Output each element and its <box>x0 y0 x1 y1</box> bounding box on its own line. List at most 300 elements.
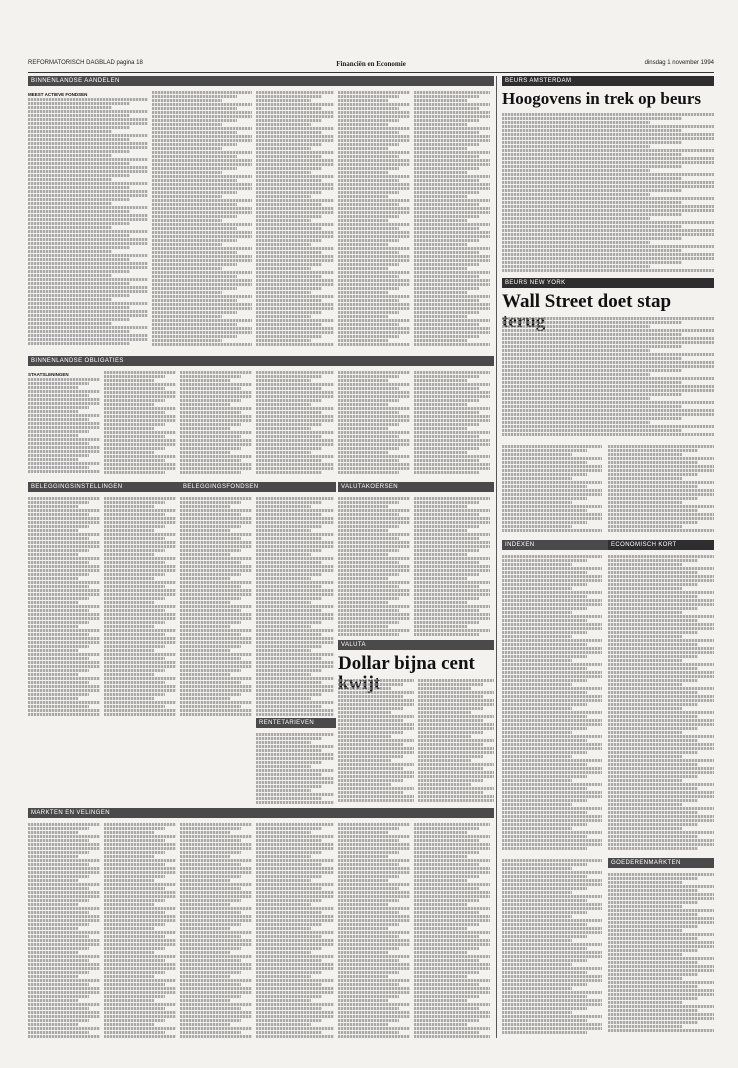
text-line-texture <box>338 707 403 710</box>
text-line-texture <box>28 170 148 173</box>
text-line-texture <box>28 545 100 548</box>
text-line-texture <box>338 899 399 902</box>
text-line-texture <box>28 150 130 153</box>
amsterdamse-koersen-table <box>502 444 602 534</box>
text-line-texture <box>414 143 479 146</box>
text-line-texture <box>180 455 252 458</box>
text-line-texture <box>502 181 714 184</box>
text-line-texture <box>256 537 322 540</box>
text-line-texture <box>256 733 334 736</box>
text-line-texture <box>152 103 252 106</box>
text-line-texture <box>180 609 241 612</box>
text-line-texture <box>180 839 241 842</box>
text-line-texture <box>608 671 714 674</box>
text-line-texture <box>338 573 399 576</box>
text-line-texture <box>104 923 165 926</box>
text-line-texture <box>502 365 714 368</box>
text-line-texture <box>28 601 78 604</box>
text-line-texture <box>180 447 241 450</box>
text-line-texture <box>256 179 322 182</box>
text-line-texture <box>414 839 479 842</box>
text-line-texture <box>28 302 148 305</box>
text-line-texture <box>608 791 714 794</box>
section-banner-rentetarieven: RENTETARIEVEN <box>256 718 336 728</box>
text-line-texture <box>414 613 490 616</box>
text-line-texture <box>338 589 410 592</box>
text-line-texture <box>180 669 241 672</box>
text-line-texture <box>180 681 241 684</box>
text-line-texture <box>608 905 682 908</box>
text-line-texture <box>104 597 165 600</box>
text-line-texture <box>414 947 479 950</box>
text-line-texture <box>414 451 467 454</box>
text-line-texture <box>28 426 100 429</box>
text-line-texture <box>608 469 714 472</box>
text-line-texture <box>180 561 241 564</box>
text-line-texture <box>28 649 78 652</box>
text-line-texture <box>414 251 479 254</box>
text-line-texture <box>414 843 490 846</box>
text-line-texture <box>180 427 230 430</box>
text-line-texture <box>28 466 89 469</box>
text-line-texture <box>414 903 467 906</box>
text-line-texture <box>28 182 148 185</box>
text-line-texture <box>608 627 714 630</box>
text-line-texture <box>502 579 602 582</box>
text-line-texture <box>608 493 714 496</box>
text-line-texture <box>502 229 714 232</box>
text-line-texture <box>256 247 334 250</box>
text-line-texture <box>608 897 714 900</box>
text-line-texture <box>502 153 682 156</box>
text-line-texture <box>502 321 682 324</box>
text-line-texture <box>104 471 165 474</box>
text-line-texture <box>28 262 148 265</box>
text-line-texture <box>414 541 490 544</box>
text-line-texture <box>414 255 490 258</box>
text-line-texture <box>502 349 650 352</box>
text-line-texture <box>28 422 100 425</box>
text-line-texture <box>338 537 399 540</box>
text-line-texture <box>256 151 334 154</box>
text-line-texture <box>256 669 322 672</box>
text-line-texture <box>418 759 471 762</box>
text-line-texture <box>104 859 176 862</box>
text-line-texture <box>414 315 467 318</box>
text-line-texture <box>414 601 467 604</box>
text-line-texture <box>256 677 334 680</box>
text-line-texture <box>414 211 490 214</box>
section-banner-beleggingsinstellingen: BELEGGINGSINSTELLINGEN <box>28 482 180 492</box>
text-line-texture <box>418 731 483 734</box>
text-line-texture <box>414 291 467 294</box>
text-line-texture <box>418 787 494 790</box>
text-line-texture <box>104 835 176 838</box>
text-line-texture <box>256 625 311 628</box>
text-line-texture <box>104 497 176 500</box>
text-line-texture <box>180 387 241 390</box>
text-line-texture <box>256 617 334 620</box>
text-line-texture <box>608 759 714 762</box>
text-line-texture <box>608 819 714 822</box>
text-line-texture <box>28 693 89 696</box>
text-line-texture <box>256 713 334 716</box>
text-line-texture <box>104 379 154 382</box>
text-line-texture <box>338 959 399 962</box>
text-line-texture <box>338 247 410 250</box>
text-line-texture <box>28 270 130 273</box>
text-line-texture <box>28 1023 78 1026</box>
text-line-texture <box>256 195 311 198</box>
text-line-texture <box>502 361 714 364</box>
text-line-texture <box>256 693 322 696</box>
text-line-texture <box>414 585 479 588</box>
text-line-texture <box>502 583 587 586</box>
text-line-texture <box>28 883 100 886</box>
text-line-texture <box>338 231 410 234</box>
text-line-texture <box>338 683 403 686</box>
text-line-texture <box>338 739 414 742</box>
text-line-texture <box>180 979 252 982</box>
text-line-texture <box>414 883 490 886</box>
text-line-texture <box>502 887 587 890</box>
text-line-texture <box>152 259 252 262</box>
text-line-texture <box>104 1015 176 1018</box>
text-line-texture <box>502 161 714 164</box>
text-line-texture <box>338 391 410 394</box>
text-line-texture <box>104 509 176 512</box>
indexen-block <box>502 554 602 854</box>
text-line-texture <box>502 141 682 144</box>
text-line-texture <box>180 1027 252 1030</box>
text-line-texture <box>256 959 322 962</box>
text-line-texture <box>338 585 399 588</box>
text-line-texture <box>256 895 334 898</box>
text-line-texture <box>338 967 410 970</box>
text-line-texture <box>414 151 490 154</box>
text-line-texture <box>502 991 602 994</box>
text-line-texture <box>608 473 698 476</box>
text-line-texture <box>28 106 112 109</box>
text-line-texture <box>414 589 490 592</box>
text-line-texture <box>180 529 230 532</box>
text-line-texture <box>180 431 252 434</box>
text-line-texture <box>414 431 490 434</box>
text-line-texture <box>414 545 490 548</box>
text-line-texture <box>414 415 490 418</box>
text-line-texture <box>338 215 399 218</box>
text-line-texture <box>256 99 311 102</box>
text-line-texture <box>502 671 602 674</box>
text-line-texture <box>502 879 602 882</box>
text-line-texture <box>104 533 176 536</box>
text-line-texture <box>414 967 490 970</box>
text-line-texture <box>502 567 602 570</box>
text-line-texture <box>414 501 479 504</box>
text-line-texture <box>502 217 650 220</box>
text-line-texture <box>180 573 241 576</box>
text-line-texture <box>414 91 490 94</box>
text-line-texture <box>256 653 334 656</box>
text-line-texture <box>256 139 334 142</box>
text-line-texture <box>180 847 252 850</box>
text-line-texture <box>608 635 682 638</box>
text-line-texture <box>28 709 100 712</box>
text-line-texture <box>104 931 176 934</box>
text-line-texture <box>502 225 682 228</box>
text-line-texture <box>338 935 399 938</box>
text-line-texture <box>338 411 399 414</box>
text-line-texture <box>104 919 176 922</box>
text-line-texture <box>28 230 148 233</box>
text-line-texture <box>502 209 714 212</box>
text-line-texture <box>104 653 176 656</box>
text-line-texture <box>502 979 602 982</box>
text-line-texture <box>152 235 252 238</box>
text-line-texture <box>256 741 311 744</box>
text-line-texture <box>414 971 479 974</box>
text-line-texture <box>502 517 602 520</box>
text-line-texture <box>608 723 714 726</box>
text-line-texture <box>28 501 89 504</box>
text-line-texture <box>28 382 89 385</box>
text-line-texture <box>104 463 176 466</box>
text-line-texture <box>414 303 490 306</box>
text-line-texture <box>502 711 602 714</box>
text-line-texture <box>338 529 388 532</box>
text-line-texture <box>414 307 490 310</box>
text-line-texture <box>338 617 410 620</box>
text-line-texture <box>502 607 587 610</box>
text-line-texture <box>180 915 252 918</box>
text-line-texture <box>338 339 388 342</box>
text-line-texture <box>104 585 165 588</box>
text-line-texture <box>256 777 334 780</box>
text-line-texture <box>28 198 130 201</box>
text-line-texture <box>104 649 154 652</box>
text-line-texture <box>256 637 334 640</box>
text-line-texture <box>256 645 322 648</box>
text-line-texture <box>608 743 714 746</box>
text-line-texture <box>502 265 650 268</box>
text-line-texture <box>338 553 388 556</box>
text-line-texture <box>502 381 682 384</box>
text-line-texture <box>338 315 388 318</box>
text-line-texture <box>256 793 334 796</box>
text-line-texture <box>502 257 714 260</box>
text-line-texture <box>104 439 176 442</box>
text-line-texture <box>180 851 241 854</box>
text-line-texture <box>28 442 89 445</box>
text-line-texture <box>502 413 714 416</box>
text-line-texture <box>256 191 322 194</box>
text-line-texture <box>28 410 78 413</box>
text-line-texture <box>256 573 322 576</box>
text-line-texture <box>608 659 682 662</box>
text-line-texture <box>418 755 483 758</box>
text-line-texture <box>104 689 176 692</box>
text-line-texture <box>256 315 311 318</box>
text-line-texture <box>608 843 714 846</box>
text-line-texture <box>502 703 587 706</box>
text-line-texture <box>104 911 165 914</box>
text-line-texture <box>256 781 334 784</box>
text-line-texture <box>256 939 334 942</box>
text-line-texture <box>414 203 479 206</box>
text-line-texture <box>180 645 241 648</box>
text-line-texture <box>256 239 322 242</box>
text-line-texture <box>414 299 479 302</box>
text-line-texture <box>28 138 130 141</box>
text-line-texture <box>28 470 100 473</box>
text-line-texture <box>256 871 334 874</box>
text-line-texture <box>502 779 572 782</box>
text-line-texture <box>414 521 490 524</box>
text-line-texture <box>608 731 682 734</box>
text-line-texture <box>608 651 714 654</box>
text-line-texture <box>256 267 311 270</box>
text-line-texture <box>256 991 334 994</box>
text-line-texture <box>414 319 490 322</box>
text-line-texture <box>256 887 322 890</box>
text-line-texture <box>414 911 479 914</box>
text-line-texture <box>180 641 252 644</box>
text-line-texture <box>28 1007 89 1010</box>
text-line-texture <box>28 386 78 389</box>
text-line-texture <box>180 633 241 636</box>
text-line-texture <box>502 639 602 642</box>
text-line-texture <box>256 175 334 178</box>
text-line-texture <box>180 907 252 910</box>
text-line-texture <box>256 255 334 258</box>
text-line-texture <box>180 1015 252 1018</box>
text-line-texture <box>256 641 334 644</box>
text-line-texture <box>338 895 410 898</box>
text-line-texture <box>338 303 410 306</box>
text-line-texture <box>28 959 89 962</box>
text-line-texture <box>502 699 602 702</box>
text-line-texture <box>256 891 334 894</box>
text-line-texture <box>414 943 490 946</box>
text-line-texture <box>338 879 388 882</box>
text-line-texture <box>256 797 322 800</box>
text-line-texture <box>502 393 682 396</box>
text-line-texture <box>104 537 165 540</box>
text-line-texture <box>502 509 587 512</box>
text-line-texture <box>28 879 78 882</box>
text-line-texture <box>502 923 587 926</box>
text-line-texture <box>608 465 714 468</box>
text-line-texture <box>256 103 334 106</box>
text-line-texture <box>28 863 89 866</box>
text-line-texture <box>152 171 222 174</box>
text-line-texture <box>414 127 490 130</box>
text-line-texture <box>338 923 399 926</box>
text-line-texture <box>180 553 230 556</box>
text-line-texture <box>152 219 222 222</box>
text-line-texture <box>104 521 176 524</box>
text-line-texture <box>256 665 334 668</box>
markten-column-6 <box>414 822 490 1038</box>
text-line-texture <box>338 195 388 198</box>
text-line-texture <box>28 250 112 253</box>
text-line-texture <box>608 835 698 838</box>
text-line-texture <box>608 929 682 932</box>
text-line-texture <box>414 573 479 576</box>
text-line-texture <box>502 333 682 336</box>
text-line-texture <box>28 999 78 1002</box>
text-line-texture <box>608 707 682 710</box>
text-line-texture <box>338 135 410 138</box>
text-line-texture <box>152 159 252 162</box>
text-line-texture <box>104 867 176 870</box>
text-line-texture <box>608 711 714 714</box>
text-line-texture <box>28 1011 100 1014</box>
text-line-texture <box>104 903 154 906</box>
text-line-texture <box>180 657 241 660</box>
text-line-texture <box>338 943 410 946</box>
text-line-texture <box>502 473 587 476</box>
text-line-texture <box>338 283 410 286</box>
text-line-texture <box>180 509 252 512</box>
text-line-texture <box>256 709 334 712</box>
text-line-texture <box>180 649 230 652</box>
text-line-texture <box>414 135 490 138</box>
text-line-texture <box>28 258 130 261</box>
text-line-texture <box>180 617 252 620</box>
text-line-texture <box>104 1027 176 1030</box>
text-line-texture <box>28 593 100 596</box>
text-line-texture <box>502 939 572 942</box>
text-line-texture <box>502 679 587 682</box>
text-line-texture <box>256 147 311 150</box>
text-line-texture <box>256 1003 334 1006</box>
text-line-texture <box>180 903 230 906</box>
text-line-texture <box>28 955 100 958</box>
text-line-texture <box>28 855 78 858</box>
text-line-texture <box>414 859 490 862</box>
text-line-texture <box>414 895 490 898</box>
text-line-texture <box>28 597 89 600</box>
text-line-texture <box>338 175 410 178</box>
text-line-texture <box>414 529 467 532</box>
text-line-texture <box>502 213 682 216</box>
text-line-texture <box>502 1003 602 1006</box>
text-line-texture <box>502 683 572 686</box>
text-line-texture <box>502 839 602 842</box>
text-line-texture <box>418 775 494 778</box>
text-line-texture <box>28 525 89 528</box>
text-line-texture <box>502 417 682 420</box>
text-line-texture <box>608 977 682 980</box>
text-line-texture <box>502 485 587 488</box>
text-line-texture <box>28 166 148 169</box>
text-line-texture <box>28 218 148 221</box>
text-line-texture <box>502 185 714 188</box>
text-line-texture <box>502 173 714 176</box>
text-line-texture <box>180 513 241 516</box>
text-line-texture <box>28 657 89 660</box>
text-line-texture <box>28 577 78 580</box>
text-line-texture <box>180 1035 252 1038</box>
text-line-texture <box>502 731 572 734</box>
text-line-texture <box>28 402 100 405</box>
text-line-texture <box>338 323 399 326</box>
text-line-texture <box>608 831 714 834</box>
text-line-texture <box>256 589 334 592</box>
text-line-texture <box>338 267 388 270</box>
text-line-texture <box>180 689 252 692</box>
